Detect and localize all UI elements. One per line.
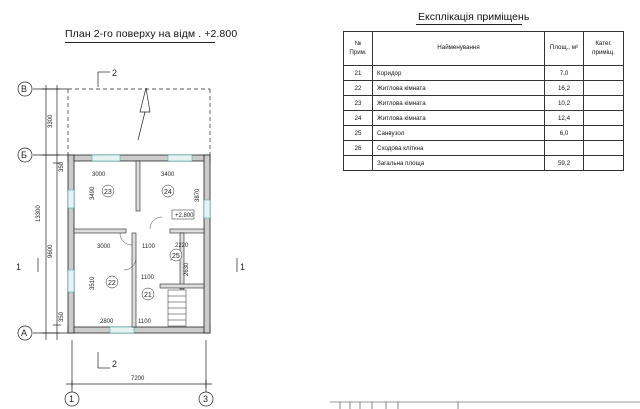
dim-3000-top: 3000 xyxy=(92,172,106,178)
wall-partition-23-22 xyxy=(74,229,126,233)
row-num: 26 xyxy=(344,141,373,156)
axis-label-1: 1 xyxy=(69,394,75,404)
total-name: Загальна площа xyxy=(373,156,545,171)
row-name: Житлова кімната xyxy=(373,111,545,126)
dim-350-top: 350 xyxy=(59,161,65,172)
dim-7200: 7200 xyxy=(131,376,145,382)
header-area: Площ., м² xyxy=(545,32,584,66)
table-title: Експлікація приміщень xyxy=(418,11,530,23)
dim-1100-mid: 1100 xyxy=(142,244,155,250)
room-number-25: 25 xyxy=(172,253,180,260)
room-number-22: 22 xyxy=(108,280,116,287)
window-left-upper xyxy=(68,190,74,208)
dim-13300: 13300 xyxy=(36,205,42,222)
row-area: 7,0 xyxy=(545,66,584,81)
row-area: 12,4 xyxy=(545,111,584,126)
section-label-top: 2 xyxy=(112,68,118,78)
dim-1100-bottom: 1100 xyxy=(138,319,151,325)
row-name: Житлова кімната xyxy=(373,81,545,96)
row-num: 25 xyxy=(344,126,373,141)
elevation-label: +2.800 xyxy=(175,213,194,219)
dim-3300-v: 3300 xyxy=(48,114,54,128)
dim-350-bottom: 350 xyxy=(59,311,65,322)
wall-bottom xyxy=(68,327,210,333)
dim-3870: 3870 xyxy=(195,188,201,202)
row-name: Санвузол xyxy=(373,126,545,141)
section-label-right: 1 xyxy=(240,262,246,272)
window-top-left xyxy=(92,155,120,161)
dim-1100-low: 1100 xyxy=(141,275,154,281)
door-swing xyxy=(150,217,162,229)
door-swing xyxy=(120,233,132,245)
wall-stair xyxy=(160,284,204,288)
room-number-23: 23 xyxy=(104,189,112,196)
wall-partition-24-25 xyxy=(170,229,204,233)
staircase xyxy=(168,290,186,326)
row-num: 21 xyxy=(344,66,373,81)
total-area: 59,2 xyxy=(545,156,584,171)
row-num: 23 xyxy=(344,96,373,111)
dim-3000-mid: 3000 xyxy=(97,244,111,250)
row-num: 24 xyxy=(344,111,373,126)
dim-2220: 2220 xyxy=(175,243,189,249)
axis-label-a: А xyxy=(21,328,28,338)
axis-label-3: 3 xyxy=(203,394,209,404)
wall-partition-25 xyxy=(180,233,184,289)
wall-partition-22-21 xyxy=(132,233,136,327)
north-arrow-icon xyxy=(140,88,150,112)
dim-2630: 2630 xyxy=(184,262,190,276)
row-area: 16,2 xyxy=(545,81,584,96)
plan-title: План 2-го поверху на відм . +2.800 xyxy=(65,28,238,40)
section-label-left: 1 xyxy=(16,262,22,272)
wall-partition-23-24 xyxy=(136,161,140,211)
window-top-right xyxy=(168,155,192,161)
row-name: Сходова кліткна xyxy=(373,141,545,156)
header-category: Катег. приміщ. xyxy=(584,32,624,66)
room-number-24: 24 xyxy=(164,189,172,196)
axis-label-b: Б xyxy=(21,150,27,160)
dim-3510: 3510 xyxy=(90,276,96,290)
window-right xyxy=(204,200,210,218)
row-area: 6,0 xyxy=(545,126,584,141)
wall-right xyxy=(204,155,210,333)
window-bottom xyxy=(110,327,134,333)
row-name: Житлова кімната xyxy=(373,96,545,111)
dim-3400: 3400 xyxy=(161,172,175,178)
room-number-21: 21 xyxy=(144,292,152,299)
dim-9600: 9600 xyxy=(48,244,54,258)
dim-2800: 2800 xyxy=(100,319,114,325)
section-label-bottom: 2 xyxy=(112,359,118,369)
header-num: № Прим. xyxy=(344,32,373,66)
dim-3490: 3490 xyxy=(90,186,96,200)
wall-left xyxy=(68,155,74,333)
row-name: Коридор xyxy=(373,66,545,81)
window-left-lower xyxy=(68,270,74,292)
axis-label-v: В xyxy=(21,84,28,94)
header-name: Найменування xyxy=(373,32,545,66)
row-num: 22 xyxy=(344,81,373,96)
row-area: 10,2 xyxy=(545,96,584,111)
